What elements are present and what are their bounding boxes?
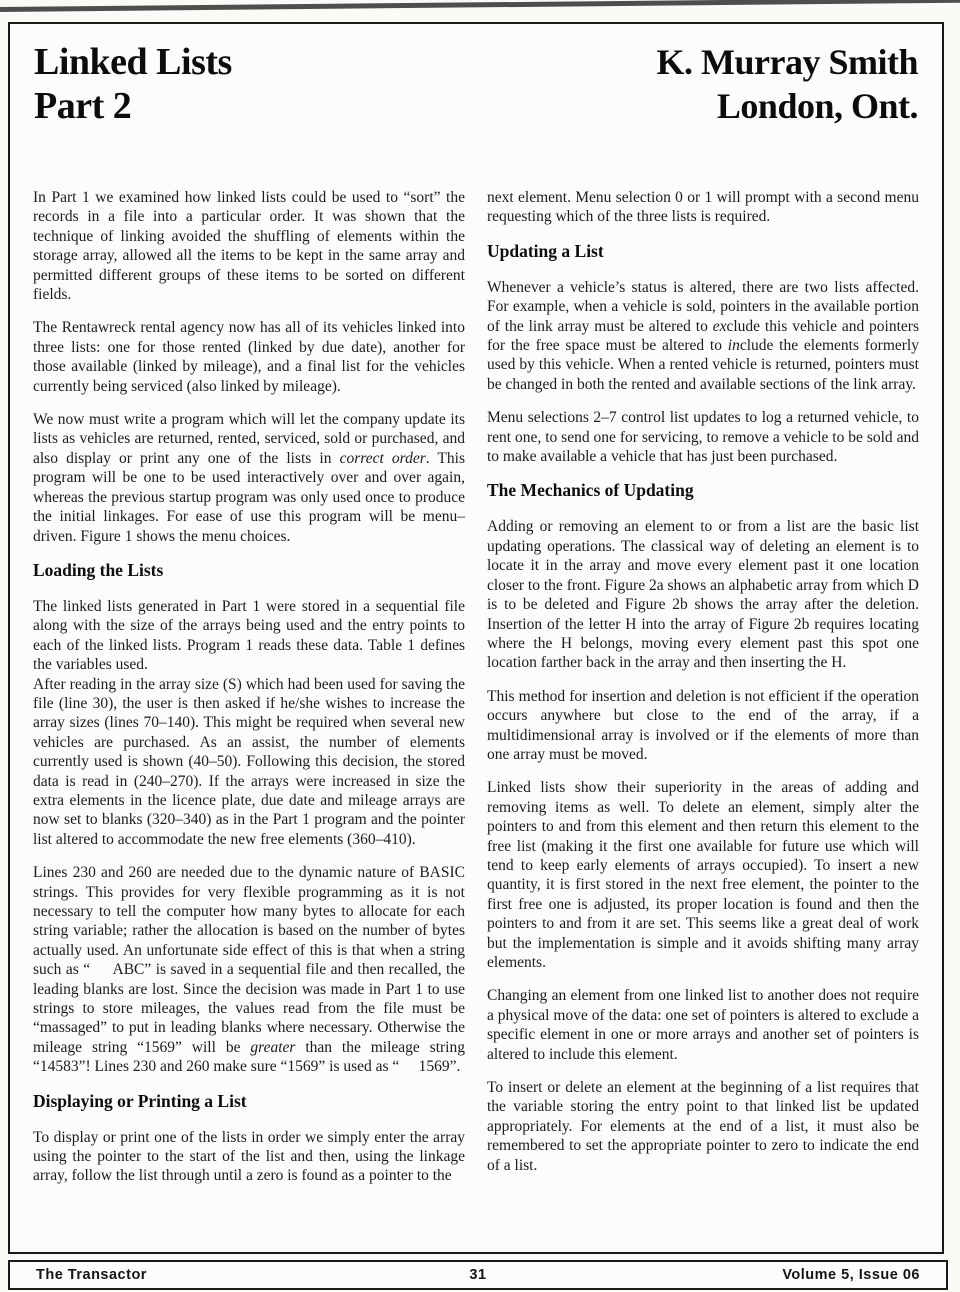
para-adding-removing: Adding or removing an element to or from a list are the basic list updating operations. The classical way of deleting an element is to locate it in the array and move every element past it one location closer to the front. Figure 2a shows an alphabetic array from which D is to be deleted and Figure 2b shows the array after the deletion. Insertion of the letter H into the array of Figure 2b requires locating where the H belongs, moving every element past this spot one location farther back in the array and then inserting the H.	[487, 518, 919, 672]
para-display-print: To display or print one of the lists in order we simply enter the array using the pointer to the start of the list and then, using the linkage array, follow the list through until a zero is found as a pointer to the	[33, 1128, 465, 1185]
article-body	[10, 188, 942, 1200]
article-header	[10, 24, 942, 128]
italic-phrase: in	[727, 337, 740, 355]
italic-phrase: ex	[712, 317, 727, 335]
para-lines-230-260	[33, 863, 465, 1076]
scan-edge-line	[0, 0, 960, 12]
heading-displaying-printing: Displaying or Printing a List	[33, 1090, 247, 1111]
para-linked-superiority: Linked lists show their superiority in the areas of adding and removing items as well. To delete an element, simply alter the pointers to and from this element and then return this element to the free list (making it the first one available for future use which will tend to keep early elements of arrays occupied). To insert a new quantity, it is first stored in the next free element, the pointer to the first free one is adjusted, its proper location is found and then the pointers to and from it are set. This seems like a great deal of work but the implementation is simple and it avoids shifting many array elements.	[487, 779, 919, 971]
author-name: K. Murray Smith	[656, 42, 918, 82]
para-whenever	[487, 278, 919, 394]
author-location: London, Ont.	[716, 86, 918, 126]
heading-loading-the-lists: Loading the Lists	[33, 559, 164, 580]
text-segment: . This program will be one to be used interactively over and over again, whereas the previous startup program was only used once to produce the initial linkages. For ease of use this program will be menu–driven. Figure 1 shows the menu choices.	[33, 449, 465, 545]
para-intro: In Part 1 we examined how linked lists could be used to “sort” the records in a file into a particular order. It was shown that the technique of linking avoided the shuffling of elements within the storage array, allowed all the items to be kept in the same array and permitted different groups of these items to be sorted on different fields.	[33, 189, 465, 304]
article-title-line2: Part 2	[34, 85, 132, 127]
para-after-reading: After reading in the array size (S) which had been used for saving the file (line 30), the user is then asked if he/she wishes to increase the array sizes (lines 70–140). This might be required when several new vehicles are purchased. As an assist, the number of elements currently used is shown (40–50). Following this decision, the stored data is read in (240–270). If the arrays were increased in size the extra elements in the licence plate, due date and mileage arrays are now set to blanks (320–340) as in the Part 1 program and the pointer list altered to accommodate the new free elements (360–410).	[33, 675, 465, 848]
heading-updating-a-list: Updating a List	[487, 240, 604, 261]
para-menu-selections: Menu selections 2–7 control list updates to log a returned vehicle, to rent one, to send one for servicing, to remove a vehicle to be sold and to make available a vehicle that has just been purchased.	[487, 409, 919, 466]
article-title-line1: Linked Lists	[34, 41, 232, 83]
para-insert-delete-beginning: To insert or delete an element at the beginning of a list requires that the variable storing the entry point to that linked list be updated appropriately. For elements at the end of a list, it must also be remembered to set the appropriate pointer to zero to indicate the end of a list.	[487, 1079, 919, 1174]
text-segment: than the mileage string “14583”! Lines 230 and 260 make sure “1569” is used as “ 1569”.	[33, 1038, 465, 1076]
text-segment: Whenever a vehicle’s status is altered, there are two lists affected. For example, when a vehicle is sold, pointers in the available portion of the link array must be altered to	[487, 278, 919, 335]
left-column	[33, 188, 465, 1200]
para-next-element: next element. Menu selection 0 or 1 will prompt with a second menu requesting which of the three lists is required.	[487, 189, 919, 226]
heading-mechanics-of-updating: The Mechanics of Updating	[487, 480, 694, 501]
right-column	[487, 188, 919, 1200]
text-segment: clude the elements formerly used by this vehicle. When a rented vehicle is returned, pointers must be changed in both the rented and available sections of the link array.	[487, 337, 919, 393]
footer-page-number: 31	[469, 1267, 487, 1283]
article-author	[657, 40, 918, 128]
text-segment: Lines 230 and 260 are needed due to the dynamic nature of BASIC strings. This provides for very flexible programming as it is not necessary to tell the computer how many bytes to allocate for each string variable; rather the allocation is based on the number of bytes actually used. An unfortunate side effect of this is that when a string such as “ ABC” is saved in a sequential file and then recalled, the leading blanks are lost. Since the decision was made in Part 1 to use strings to store mileages, the values read from the file must be “massaged” to put in leading blanks where necessary. Otherwise the mileage string “1569” will be	[33, 864, 465, 1056]
text-segment: We now must write a program which will let the company update its lists as vehicles are returned, rented, serviced, sold or purchased, and also display or print any one of the lists in	[33, 411, 465, 467]
page-frame	[8, 22, 944, 1254]
article-title	[34, 40, 232, 128]
page-footer	[8, 1260, 948, 1290]
italic-phrase: correct order	[339, 449, 426, 467]
para-rentawreck: The Rentawreck rental agency now has all of its vehicles linked into three lists: one for those rented (linked by due date), another for those available (linked by mileage), and a final list for the vehicles currently being serviced (also linked by mileage).	[33, 319, 465, 395]
para-sequential-file: The linked lists generated in Part 1 were stored in a sequential file along with the size of the arrays being used and the entry points to each of the linked lists. Program 1 reads these data. Table 1 defines the variables used.	[33, 597, 465, 674]
italic-phrase: greater	[250, 1038, 296, 1056]
footer-issue-label: Volume 5, Issue 06	[782, 1267, 920, 1283]
para-method-efficiency: This method for insertion and deletion is not efficient if the operation occurs anywhere but close to the end of the array, if a multidimensional array is involved or if the elements of more than one array must be moved.	[487, 687, 919, 763]
text-segment: clude this vehicle and pointers for the free space must be altered to	[487, 317, 919, 355]
para-program	[33, 410, 465, 546]
footer-magazine-name: The Transactor	[36, 1267, 147, 1283]
para-changing-element: Changing an element from one linked list to another does not require a physical move of the data: one set of pointers is altered to exclude a specific element in one or more arrays and another set of pointers is altered to include this element.	[487, 987, 919, 1063]
